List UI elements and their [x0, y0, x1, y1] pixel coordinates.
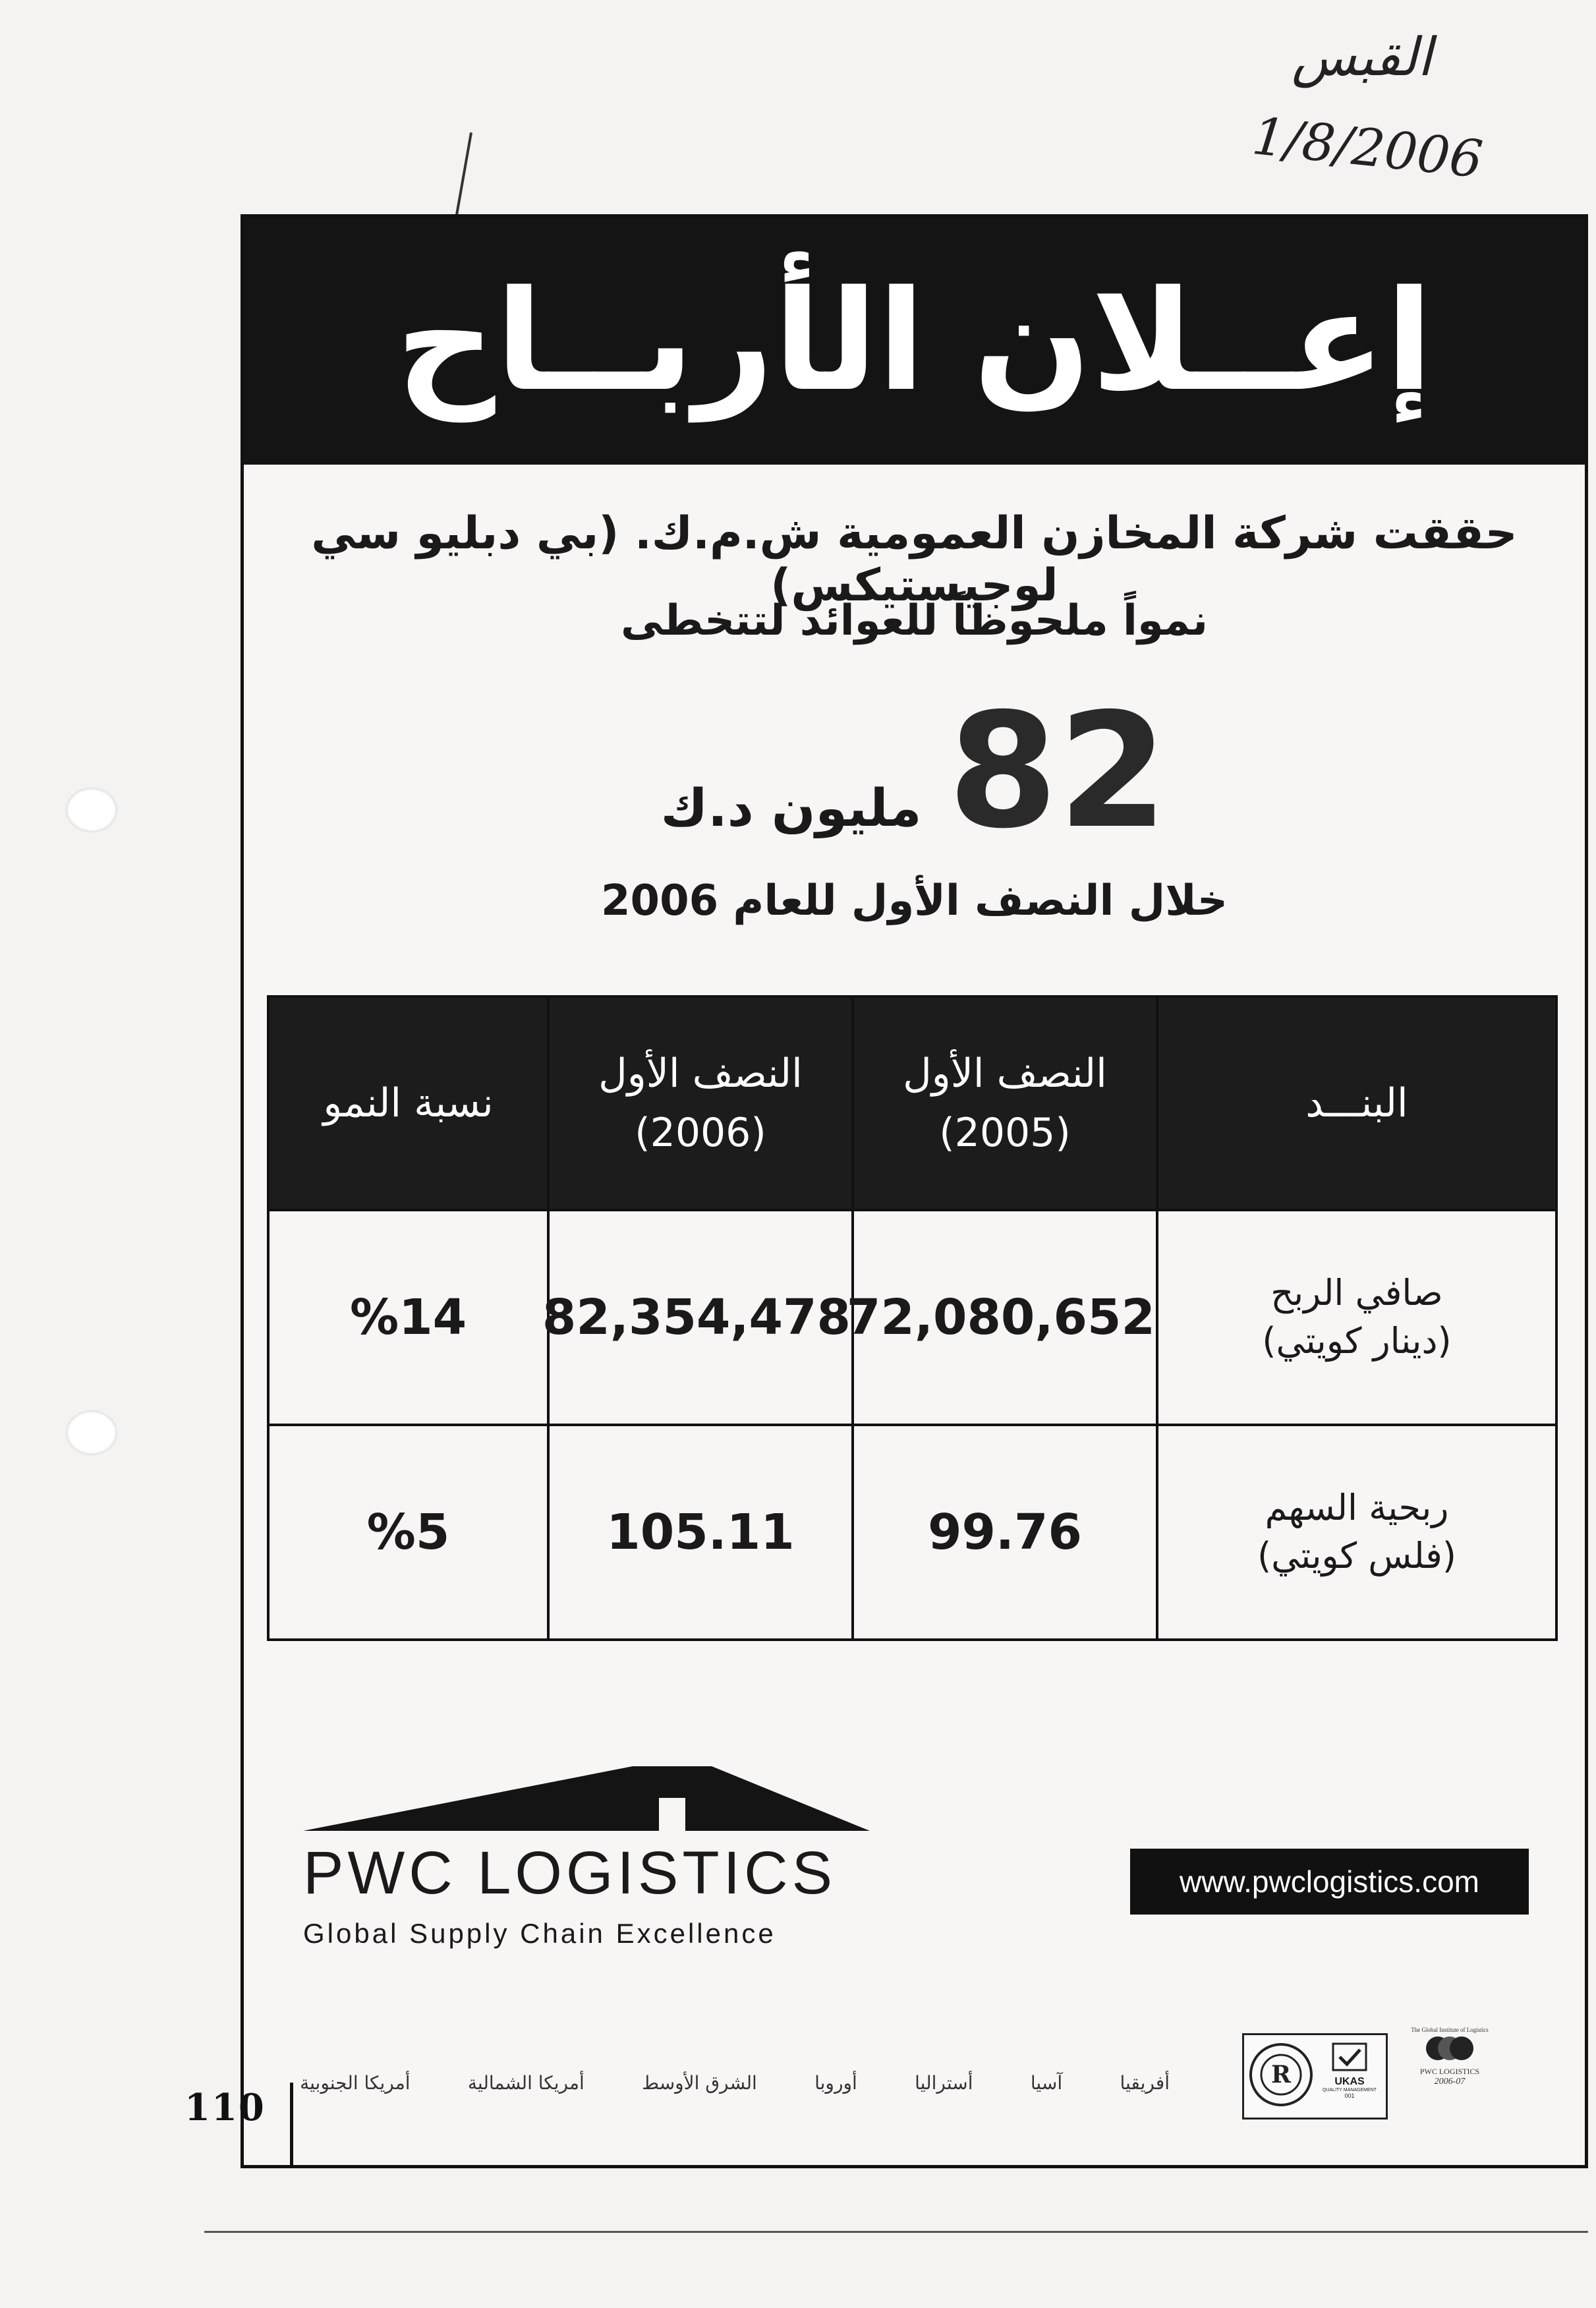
region-item: الشرق الأوسط [642, 2071, 757, 2094]
punch-hole-bottom [66, 1410, 117, 1455]
website-link[interactable]: www.pwclogistics.com [1130, 1849, 1529, 1915]
header-h1-2005: النصف الأول (2005) [853, 996, 1157, 1210]
intro-line-1: حققت شركة المخازن العمومية ش.م.ك. (بي دبليو سي لوجيستيكس) [311, 507, 1518, 612]
cell-growth: %5 [268, 1425, 548, 1640]
company-logo [303, 1746, 876, 1949]
headline-number: 82 [948, 679, 1168, 863]
punch-hole-top [66, 788, 117, 832]
region-item: أوروبا [814, 2071, 857, 2094]
region-item: أستراليا [915, 2071, 973, 2094]
region-item: أفريقيا [1120, 2071, 1170, 2094]
regions-list [300, 2056, 1170, 2109]
cell-growth: %14 [268, 1210, 548, 1425]
table-row [268, 1210, 1556, 1425]
cell-h1-2005: 72,080,652 [853, 1210, 1157, 1425]
glc-badge: The Global Institute of Logistics PWC LOGISTICS 2006-07 [1411, 2027, 1489, 2087]
headline-figure [244, 679, 1585, 863]
headline-unit: مليون د.ك [660, 779, 922, 838]
earnings-table [267, 995, 1558, 1641]
page-number: 110 [185, 2086, 266, 2129]
warehouse-roof-icon [303, 1746, 876, 1832]
bottom-rule [204, 2231, 1588, 2233]
logo-tagline: Global Supply Chain Excellence [303, 1918, 776, 1949]
intro-line-3: خلال النصف الأول للعام 2006 [601, 877, 1228, 925]
glc-logo-icon [1423, 2033, 1476, 2063]
intro-line-2: نمواً ملحوظاً للعوائد لتتخطى [621, 596, 1208, 645]
table-header-row [268, 996, 1556, 1210]
row-label: ربحية السهم (فلس كويتي) [1157, 1425, 1556, 1640]
certification-badges [1242, 2033, 1388, 2120]
cell-h1-2006: 82,354,478 [548, 1210, 853, 1425]
ukas-mark: UKAS QUALITY MANAGEMENT 001 [1320, 2040, 1379, 2099]
region-item: أمريكا الجنوبية [300, 2071, 411, 2094]
advertisement [241, 214, 1588, 2168]
cell-h1-2006: 105.11 [548, 1425, 853, 1640]
svg-text:R: R [1271, 2061, 1291, 2089]
header-item: البنـــد [1157, 996, 1556, 1210]
header-growth: نسبة النمو [268, 996, 548, 1210]
handwritten-date: 1/8/2006 [1249, 106, 1486, 190]
header-h1-2006: النصف الأول (2006) [548, 996, 853, 1210]
crown-check-icon [1330, 2040, 1369, 2073]
region-item: آسيا [1030, 2071, 1063, 2094]
table-row [268, 1425, 1556, 1640]
banner-title: إعــلان الأربــاح [395, 260, 1433, 422]
logo-name: PWC LOGISTICS [303, 1839, 836, 1907]
region-item: أمريكا الشمالية [467, 2071, 584, 2094]
title-banner [244, 217, 1585, 465]
row-label: صافي الربح (دينار كويتي) [1157, 1210, 1556, 1425]
handwritten-source: القبس [1292, 26, 1433, 88]
page-number-stroke [290, 2083, 293, 2168]
registered-seal-icon [1248, 2042, 1314, 2108]
cell-h1-2005: 99.76 [853, 1425, 1157, 1640]
